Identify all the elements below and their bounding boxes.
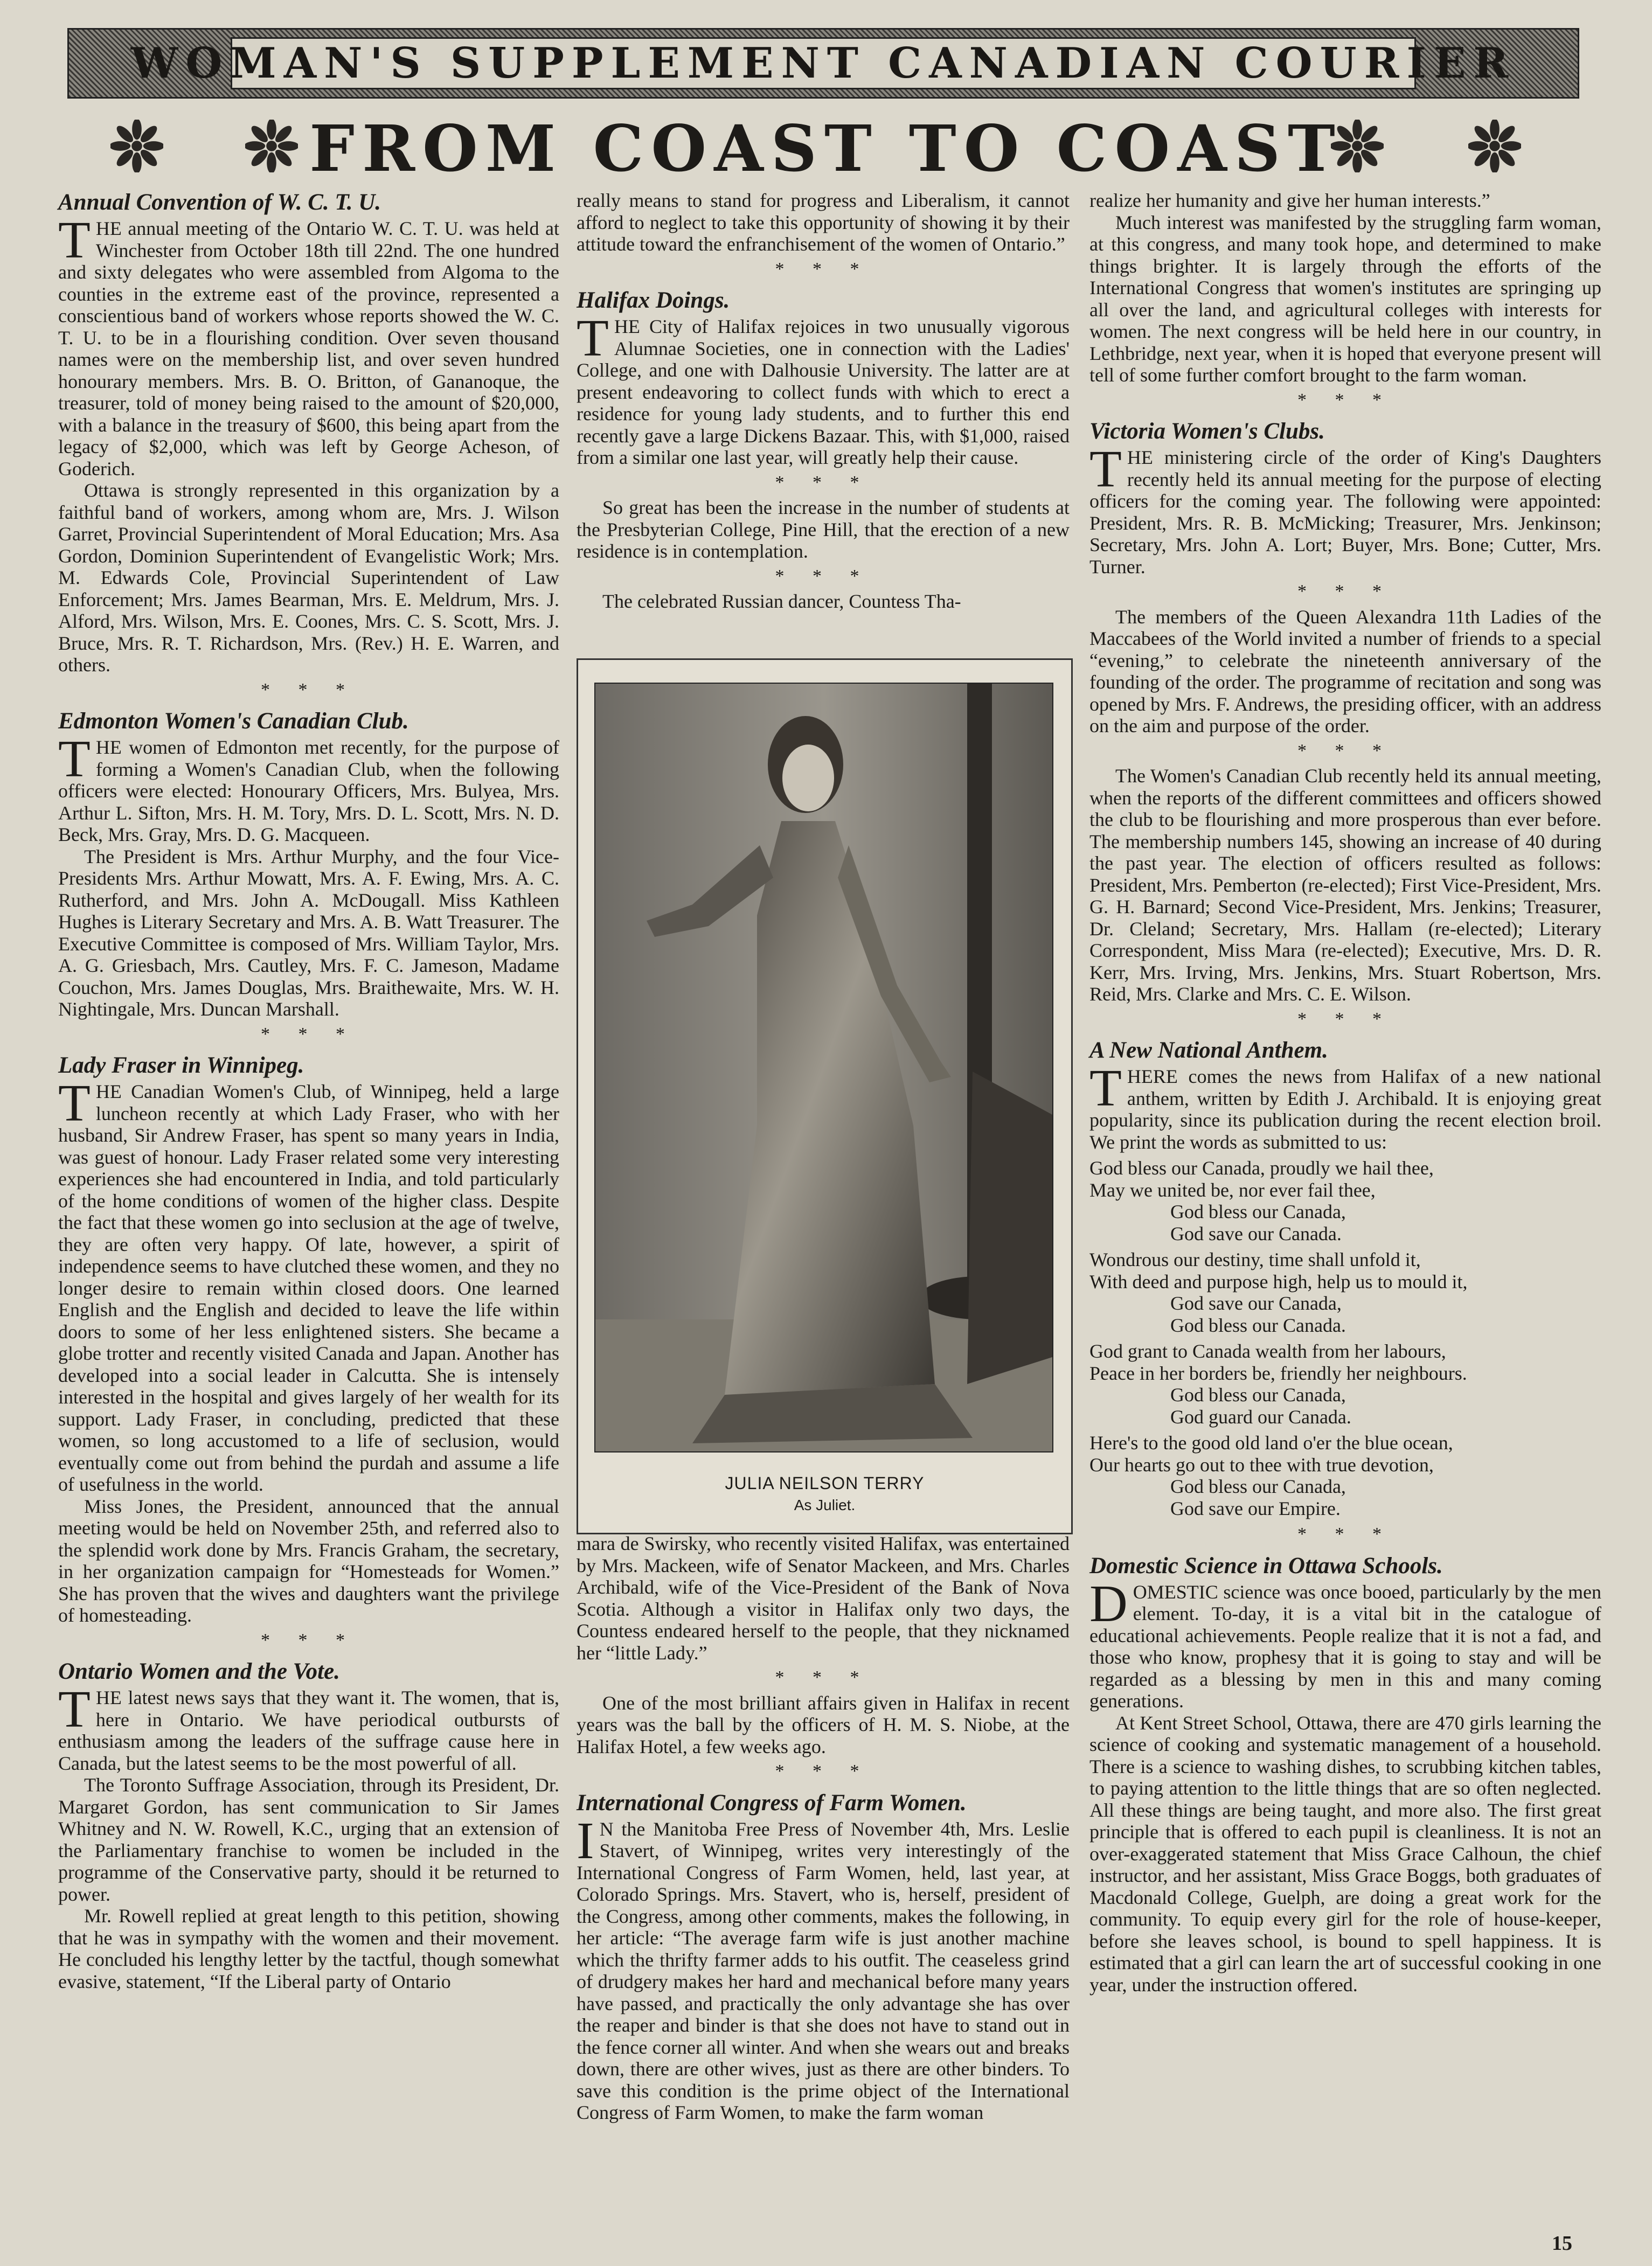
juliet-photograph: [594, 683, 1053, 1452]
section-separator: * * *: [1297, 581, 1393, 601]
anthem-verse-2: [1089, 1249, 1601, 1336]
column-2-bottom: [577, 1533, 1070, 2124]
section-separator: * * *: [261, 1630, 357, 1650]
caption-subtitle: As Juliet.: [794, 1497, 856, 1513]
verse-line: God save our Canada,: [1170, 1292, 1342, 1314]
article-paragraph: The President is Mrs. Arthur Murphy, and the four Vice-Presidents Mrs. Arthur Mowatt, Mrs. A. F. Ewing, Mrs. A. C. Rutherford, and Mrs. John A. McDougall. Miss Kathleen Hughes is Literary Secretary and Mrs. A. B. Watt Treasurer. The Executive Committee is composed of Mrs. William Taylor, Mrs. A. G. Griesbach, Mrs. Cautley, Mrs. F. C. Jameson, Madame Couchon, Mrs. James Douglas, Mrs. Braithewaite, Mrs. W. H. Nightingale, Mrs. Duncan Marshall.: [58, 845, 559, 1020]
headline-text: FROM COAST TO COAST: [309, 110, 1343, 186]
article-paragraph: mara de Swirsky, who recently visited Halifax, was entertained by Mrs. Mackeen, wife of Senator Mackeen, and Mrs. Charles Archibald, wife of the Vice-President of the Bank of Nova Scotia. Although a visitor in Halifax only two days, the Countess endeared herself to the people, that they nicknamed her “little Lady.”: [577, 1533, 1070, 1664]
article-paragraph: The members of the Queen Alexandra 11th Ladies of the Maccabees of the World invited a number of friends to a special “evening,” to celebrate the nineteenth anniversary of the founding of the order. The programme of recitation and song was opened by Mrs. F. Andrews, the presiding officer, with an address on the aim and purpose of the order.: [1089, 606, 1601, 736]
masthead-title: WOMAN'S SUPPLEMENT CANADIAN COURIER: [130, 39, 1516, 88]
section-separator: * * *: [775, 259, 871, 279]
article-paragraph: THE City of Halifax rejoices in two unusually vigorous Alumnae Societies, one in connection with the Ladies' College, and one with Dalhousie University. The latter are at present endeavoring to collect funds with which to erect a residence for young lady students, and to further this end recently gave a large Dickens Bazaar. This, with $1,000, raised from a similar one last year, will greatly help their cause.: [577, 309, 1070, 468]
article-heading: Victoria Women's Clubs.: [1089, 419, 1325, 444]
article-paragraph: The Toronto Suffrage Association, through its President, Dr. Margaret Gordon, has sent communication to Sir James Whitney and N. W. Rowell, K.C., urging that an extension of the Parliamentary franchise to women be included in the programme of the Conservative party, should it be returned to power.: [58, 1774, 559, 1905]
article-paragraph: The celebrated Russian dancer, Countess Tha-: [602, 590, 961, 612]
article-heading: International Congress of Farm Women.: [577, 1790, 967, 1816]
verse-line: God save our Empire.: [1170, 1497, 1341, 1519]
photo-frame: [577, 658, 1073, 1534]
article-paragraph: THE women of Edmonton met recently, for the purpose of forming a Women's Canadian Club, when the following officers were elected: Honourary Officers, Mrs. Bulyea, Mrs. Arthur L. Sifton, Mrs. H. M. Tory, Mrs. D. L. Scott, Mrs. N. D. Beck, Mrs. Gray, Mrs. D. G. Macqueen.: [58, 730, 559, 845]
section-separator: * * *: [1297, 1524, 1393, 1544]
anthem-verse-4: [1089, 1432, 1601, 1519]
masthead-plate: [130, 37, 1516, 89]
article-paragraph: So great has been the increase in the number of students at the Presbyterian College, Pine Hill, that the erection of a new residence is in contemplation.: [577, 497, 1070, 562]
verse-line: Wondrous our destiny, time shall unfold it,: [1089, 1249, 1421, 1270]
verse-line: Our hearts go out to thee with true devotion,: [1089, 1454, 1434, 1476]
verse-line: God bless our Canada,: [1170, 1384, 1346, 1406]
article-paragraph: At Kent Street School, Ottawa, there are 470 girls learning the science of cooking and systematic management of a household. There is a science to washing dishes, to scrubbing kitchen tables, to paying attention to the little things that are so often neglected. All these things are being taught, and more also. The first great principle that is offered to each pupil is cleanliness. It is not an over-exaggerated statement that Miss Grace Calhoun, the chief instructor, and her assistant, Miss Grace Boggs, both graduates of Macdonald College, Guelph, are doing a great work for the community. To equip every girl for the role of house-keeper, before she leaves school, is bound to spell happiness. It is estimated that a girl can learn the art of successful cooking in one year, under the instruction offered.: [1089, 1712, 1601, 1996]
verse-line: Here's to the good old land o'er the blue ocean,: [1089, 1432, 1453, 1454]
section-separator: * * *: [1297, 740, 1393, 761]
article-heading: Ontario Women and the Vote.: [58, 1659, 340, 1684]
verse-line: May we united be, nor ever fail thee,: [1089, 1179, 1376, 1201]
section-separator: * * *: [261, 679, 357, 700]
article-paragraph: Mr. Rowell replied at great length to this petition, showing that he was in sympathy with the women and their movement. He concluded his lengthy letter by the tactful, though somewhat evasive, statement, “If the Liberal party of Ontario: [58, 1905, 559, 1992]
article-heading: Domestic Science in Ottawa Schools.: [1089, 1553, 1443, 1579]
anthem-verse-1: [1089, 1157, 1601, 1245]
verse-line: God guard our Canada.: [1170, 1406, 1351, 1428]
article-paragraph: Much interest was manifested by the struggling farm woman, at this congress, and many took hope, and determined to make things brighter. It is largely through the efforts of the International Congress that women's institutes are springing up all over the land, and agricultural colleges with interests for women. The next congress will be held here in our country, in Lethbridge, next year, when it is hoped that everyone present will tell of some further comfort brought to the farm woman.: [1089, 211, 1601, 386]
masthead-banner: [67, 28, 1579, 99]
article-heading: Edmonton Women's Canadian Club.: [58, 708, 409, 734]
article-paragraph: THE annual meeting of the Ontario W. C. T. U. was held at Winchester from October 18th till 22nd. The one hundred and sixty delegates who were assembled from Algoma to the counties in the extreme east of the province, represented a conscientious band of workers whose reports showed the W. C. T. U. to be in a flourishing condition. Over seven thousand names were on the membership list, and over seven hundred honourary members. Mrs. B. O. Britton, of Gananoque, the treasurer, told of money being raised to the amount of $20,000, with a balance in the treasury of $600, this being apart from the legacy of $2,000, which was left by George Acheson, of Goderich.: [58, 211, 559, 479]
article-heading: Halifax Doings.: [577, 288, 730, 313]
section-separator: * * *: [1297, 1009, 1393, 1029]
article-heading: Annual Convention of W. C. T. U.: [58, 190, 381, 215]
column-1: [58, 190, 559, 1992]
column-3: [1089, 190, 1601, 1996]
verse-line: God bless our Canada,: [1170, 1201, 1346, 1222]
verse-line: God bless our Canada, proudly we hail thee,: [1089, 1157, 1434, 1179]
article-paragraph: THE latest news says that they want it. The women, that is, here in Ontario. We have periodical outbursts of enthusiasm among the leaders of the suffrage cause here in Canada, but the latest seems to be the most powerful of all.: [58, 1680, 559, 1774]
page-number: 15: [1552, 2232, 1572, 2255]
article-paragraph: DOMESTIC science was once booed, particularly by the men element. To-day, it is a vital bit in the catalogue of educational achievements. People realize that it is not a fad, and those who know, prophesy that it is going to stay and will be regarded as a blessing by men in this and many coming generations.: [1089, 1574, 1601, 1712]
article-paragraph: IN the Manitoba Free Press of November 4th, Mrs. Leslie Stavert, of Winnipeg, writes very interestingly of the International Congress of Farm Women, held, last year, at Colorado Springs. Mrs. Stavert, who is, herself, president of the Congress, among other comments, makes the following, in her article: “The average farm wife is just another machine which the thrifty farmer adds to his outfit. The ceaseless grind of drudgery makes her hard and mechanical before many years have passed, and practically the only advantage she has over the reaper and binder is that she does not have to stand out in the fence corner all winter. And when she wears out and breaks down, there are other wives, just as there are other binders. To save this condition is the prime object of the International Congress of Farm Women, to make the farm woman: [577, 1811, 1070, 2123]
verse-line: God grant to Canada wealth from her labours,: [1089, 1340, 1446, 1362]
section-separator: * * *: [775, 1667, 871, 1687]
page-headline: [0, 108, 1652, 189]
column-2-top: [577, 190, 1070, 613]
verse-line: God bless our Canada,: [1170, 1476, 1346, 1497]
verse-line: Peace in her borders be, friendly her neighbours.: [1089, 1362, 1467, 1384]
article-paragraph: Miss Jones, the President, announced that the annual meeting would be held on November 25th, and referred also to the splendid work done by Mrs. Francis Graham, the secretary, in her organization campaign for “Homesteads for Women.” She has proven that the wives and daughters want the privilege of homesteading.: [58, 1495, 559, 1626]
article-paragraph: One of the most brilliant affairs given in Halifax in recent years was the ball by the officers of H. M. S. Niobe, at the Halifax Hotel, a few weeks ago.: [577, 1692, 1070, 1757]
article-paragraph: realize her humanity and give her human interests.”: [1089, 190, 1490, 211]
caption-name: JULIA NEILSON TERRY: [725, 1473, 925, 1493]
section-separator: * * *: [775, 566, 871, 586]
verse-line: God bless our Canada.: [1170, 1314, 1346, 1336]
verse-line: With deed and purpose high, help us to mould it,: [1089, 1270, 1468, 1292]
article-heading: Lady Fraser in Winnipeg.: [58, 1053, 304, 1078]
article-paragraph: really means to stand for progress and Liberalism, it cannot afford to neglect to take this opportunity of showing it by their attitude toward the enfranchisement of the women of Ontario.”: [577, 190, 1070, 255]
anthem-verse-3: [1089, 1340, 1601, 1428]
article-paragraph: The Women's Canadian Club recently held its annual meeting, when the reports of the different committees and officers showed the club to be flourishing and more prosperous than ever before. The membership numbers 145, showing an increase of 40 during the past year. The election of officers resulted as follows: President, Mrs. Pemberton (re-elected); First Vice-President, Mrs. G. H. Barnard; Second Vice-President, Mrs. Jenkins; Treasurer, Dr. Cleland; Secretary, Mrs. Hallam (re-elected); Literary Correspondent, Miss Mara (re-elected); Executive, Mrs. D. R. Kerr, Mrs. Irving, Mrs. Jenkins, Mrs. Stuart Robertson, Mrs. Reid, Mrs. Clarke and Mrs. C. E. Wilson.: [1089, 765, 1601, 1005]
section-separator: * * *: [1297, 390, 1393, 410]
article-paragraph: THE Canadian Women's Club, of Winnipeg, held a large luncheon recently at which Lady Fraser, who with her husband, Sir Andrew Fraser, has spent so many years in India, was guest of honour. Lady Fraser related some very interesting experiences she had encountered in India, and told particularly of the home conditions of women of the higher class. Despite the fact that these women go into seclusion at the age of twelve, they are often very happy. Of late, however, a spirit of independence seems to have clutched these women, and they no longer desire to remain within closed doors. One learned English and the English and decided to leave the life within doors to some of her less enlightened sisters. She became a globe trotter and recently visited Canada and Japan. Another has developed into a social leader in Calcutta. She is intensely interested in the hospital and gives largely of her wealth for its support. Lady Fraser, in concluding, predicted that these women, so long accustomed to a life of seclusion, would eventually come out from behind the purdah and assume a life of usefulness in the world.: [58, 1074, 559, 1495]
section-separator: * * *: [775, 472, 871, 492]
article-paragraph: THERE comes the news from Halifax of a new national anthem, written by Edith J. Archibald. It is enjoying great popularity, since its publication during the recent election broil. We print the words as submitted to us:: [1089, 1059, 1601, 1153]
section-separator: * * *: [261, 1024, 357, 1044]
photo-caption: [578, 1473, 1071, 1514]
section-separator: * * *: [775, 1761, 871, 1781]
article-paragraph: Ottawa is strongly represented in this organization by a faithful band of workers, among whom are, Mrs. J. Wilson Garret, Provincial Superintendent of Moral Education; Mrs. Asa Gordon, Dominion Superintendent of Evangelistic Work; Mrs. M. Edwards Cole, Provincial Superintendent of Law Enforcement; Mrs. James Bearman, Mrs. E. Meldrum, Mrs. J. Alford, Mrs. Wilson, Mrs. E. Coones, Mrs. C. S. Scott, Mrs. J. Bruce, Mrs. R. T. Richardson, Mrs. (Rev.) H. E. Warren, and others.: [58, 479, 559, 676]
verse-line: God save our Canada.: [1170, 1222, 1342, 1245]
article-paragraph: THE ministering circle of the order of King's Daughters recently held its annual meeting for the purpose of electing officers for the coming year. The following were appointed: President, Mrs. R. B. McMicking; Treasurer, Mrs. Jenkinson; Secretary, Mrs. John A. Lort; Buyer, Mrs. Bone; Cutter, Mrs. Turner.: [1089, 440, 1601, 578]
article-heading: A New National Anthem.: [1089, 1038, 1328, 1063]
